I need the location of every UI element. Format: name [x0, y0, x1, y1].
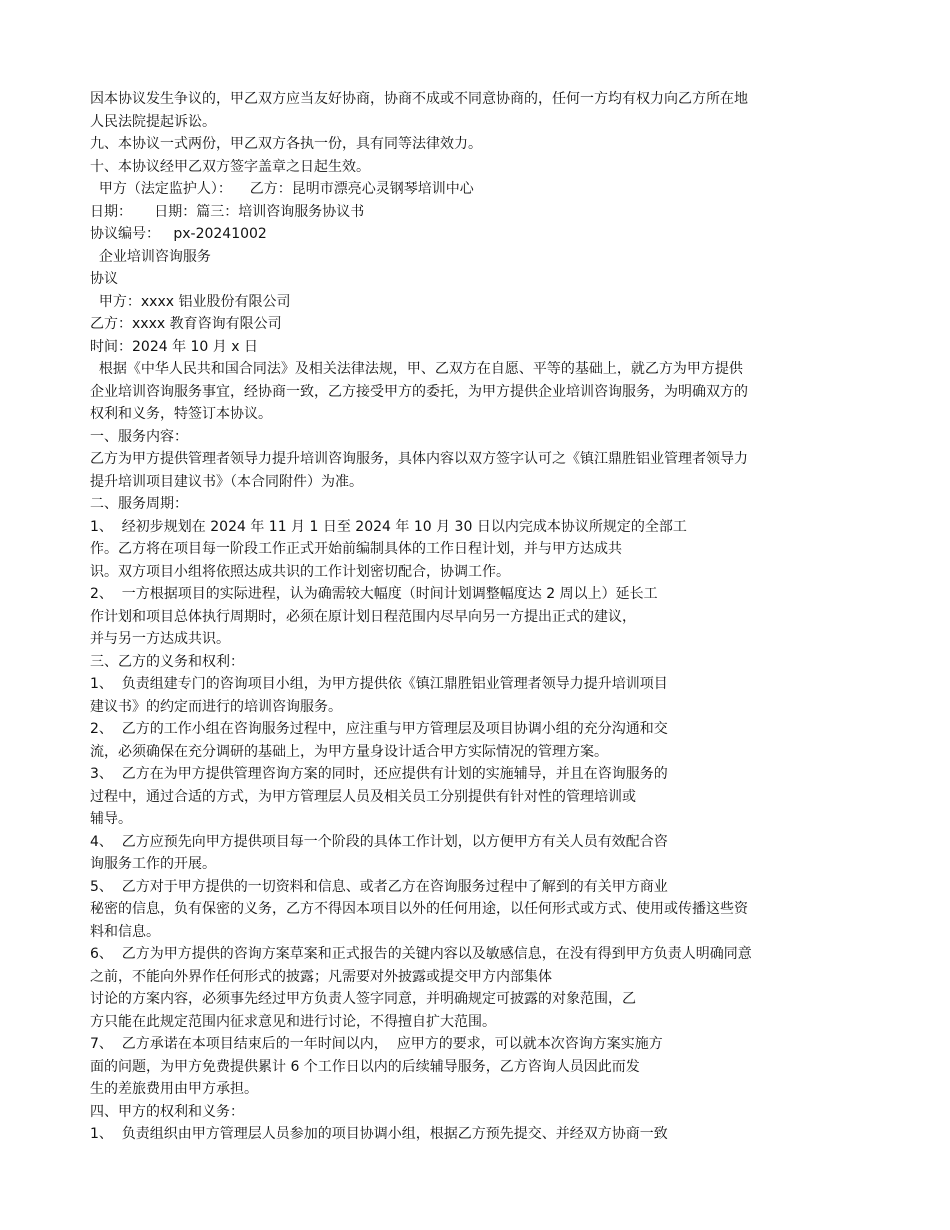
text-line: 5、 乙方对于甲方提供的一切资料和信息、或者乙方在咨询服务过程中了解到的有关甲方商业 [90, 878, 668, 895]
text-line: 1、 经初步规划在 2024 年 11 月 1 日至 2024 年 10 月 30 日以内完成本协议所规定的全部工 [90, 518, 687, 535]
text-line: 乙方为甲方提供管理者领导力提升培训咨询服务，具体内容以双方签字认可之《镇江鼎胜铝业管理者领导力 [90, 451, 748, 467]
text-line: 6、 乙方为甲方提供的咨询方案草案和正式报告的关键内容以及敏感信息，在没有得到甲方负责人明确同意 [90, 946, 752, 962]
text-line: 四、甲方的权利和义务： [90, 1103, 244, 1120]
text-line: 4、 乙方应预先向甲方提供项目每一个阶段的具体工作计划，以方便甲方有关人员有效配合咨 [90, 833, 668, 850]
text-line: 根据《中华人民共和国合同法》及相关法律法规，甲、乙双方在自愿、平等的基础上，就乙方为甲方提供 [90, 361, 743, 377]
text-line: 询服务工作的开展。 [90, 856, 216, 872]
text-line: 三、乙方的义务和权利： [90, 653, 244, 670]
text-line: 辅导。 [90, 811, 132, 827]
text-line: 讨论的方案内容，必须事先经过甲方负责人签字同意，并明确规定可披露的对象范围，乙 [90, 991, 636, 1007]
document-body [90, 88, 860, 1146]
text-line: 企业培训咨询服务事宜，经协商一致，乙方接受甲方的委托，为甲方提供企业培训咨询服务，为明确双方的 [90, 383, 748, 400]
text-line: 之前，不能向外界作任何形式的披露；凡需要对外披露或提交甲方内部集体 [90, 968, 552, 985]
text-line: 建议书》的约定而进行的培训咨询服务。 [90, 698, 342, 715]
text-line: 协议 [90, 271, 118, 287]
text-line: 甲方（法定监护人）： 乙方：昆明市漂亮心灵钢琴培训中心 [90, 181, 474, 197]
text-line: 二、服务周期： [90, 496, 188, 512]
text-line: 乙方：xxxx 教育咨询有限公司 [90, 316, 282, 332]
text-line: 甲方：xxxx 铝业股份有限公司 [90, 293, 291, 310]
text-line: 秘密的信息，负有保密的义务，乙方不得因本项目以外的任何用途，以任何形式或方式、使用或传播这些资 [90, 901, 748, 917]
text-line: 因本协议发生争议的，甲乙双方应当友好协商，协商不成或不同意协商的，任何一方均有权力向乙方所在地 [90, 91, 748, 107]
text-line: 识。双方项目小组将依照达成共识的工作计划密切配合，协调工作。 [90, 563, 510, 580]
text-line: 企业培训咨询服务 [90, 248, 211, 265]
text-line: 流，必须确保在充分调研的基础上，为甲方量身设计适合甲方实际情况的管理方案。 [90, 743, 608, 760]
text-line: 九、本协议一式两份，甲乙双方各执一份，具有同等法律效力。 [90, 136, 482, 152]
text-line: 人民法院提起诉讼。 [90, 113, 216, 130]
text-line: 1、 负责组建专门的咨询项目小组，为甲方提供依《镇江鼎胜铝业管理者领导力提升培训项目 [90, 676, 668, 692]
text-line: 提升培训项目建议书》（本合同附件）为准。 [90, 473, 363, 490]
text-line: 日期： 日期：篇三：培训咨询服务协议书 [90, 203, 365, 220]
text-line: 2、 一方根据项目的实际进程，认为确需较大幅度（时间计划调整幅度达 2 周以上）延长工 [90, 586, 658, 602]
text-line: 作。乙方将在项目每一阶段工作正式开始前编制具体的工作日程计划，并与甲方达成共 [90, 541, 622, 557]
text-line: 生的差旅费用由甲方承担。 [90, 1081, 258, 1097]
text-line: 7、 乙方承诺在本项目结束后的一年时间以内， 应甲方的要求，可以就本次咨询方案实施方 [90, 1036, 663, 1052]
text-line: 2、 乙方的工作小组在咨询服务过程中，应注重与甲方管理层及项目协调小组的充分沟通和交 [90, 721, 668, 737]
text-line: 面的问题，为甲方免费提供累计 6 个工作日以内的后续辅导服务，乙方咨询人员因此而发 [90, 1058, 640, 1075]
text-line: 料和信息。 [90, 923, 160, 940]
text-line: 1、 负责组织由甲方管理层人员参加的项目协调小组，根据乙方预先提交、并经双方协商一致 [90, 1126, 668, 1142]
text-line: 协议编号： px-20241002 [90, 226, 267, 242]
text-line: 作计划和项目总体执行周期时，必须在原计划日程范围内尽早向另一方提出正式的建议， [90, 608, 636, 625]
text-line: 十、本协议经甲乙双方签字盖章之日起生效。 [90, 158, 370, 175]
text-line: 方只能在此规定范围内征求意见和进行讨论，不得擅自扩大范围。 [90, 1013, 496, 1030]
text-line: 3、 乙方在为甲方提供管理咨询方案的同时，还应提供有计划的实施辅导，并且在咨询服务的 [90, 766, 668, 782]
text-line: 过程中，通过合适的方式，为甲方管理层人员及相关员工分别提供有针对性的管理培训或 [90, 788, 636, 805]
text-line: 权利和义务，特签订本协议。 [90, 406, 272, 422]
text-line: 时间：2024 年 10 月 x 日 [90, 338, 258, 355]
text-line: 一、服务内容： [90, 428, 188, 445]
text-line: 并与另一方达成共识。 [90, 631, 230, 647]
